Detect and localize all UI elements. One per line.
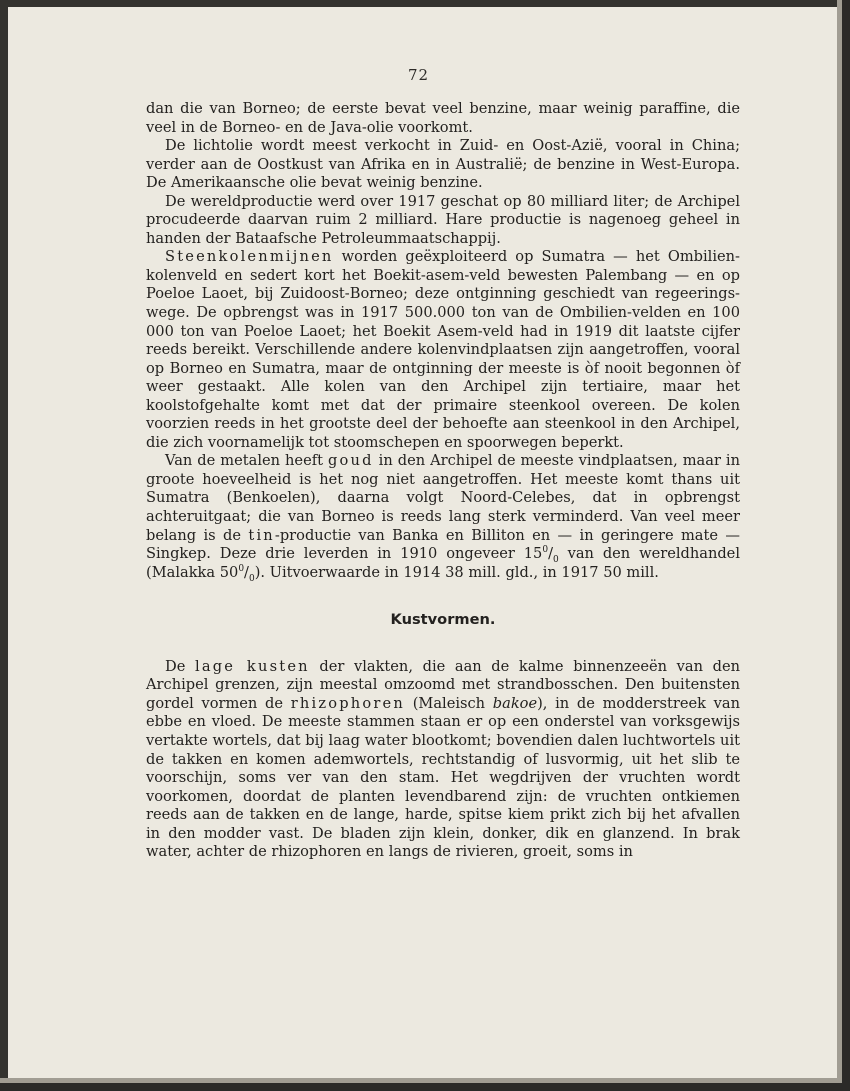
- paragraph-6: De lage kusten der vlakten, die aan de kalme binnenzeeën van den Archipel grenzen, zijn meestal omzoomd met strandbosschen. Den buitensten gordel vormen de rhizophoren (Maleisch bakoe), in de modderstreek van ebbe en vloed. De meeste stammen staan er op een onderstel van vorksgewijs vertakte wortels, dat bij laag water blootkomt; bovendien dalen luchtwortels uit de takken en komen ademwortels, rechtstandig of lusvormig, uit het slib te voorschijn, soms ver van den stam. Het wegdrijven der vruchten wordt voorkomen, doordat de planten levendbarend zijn: de vruchten ontkiemen reeds aan de takken en de lange, harde, spitse kiem prikt zich bij het afvallen in den modder vast. De bladen zijn klein, donker, dik en glanzend. In brak water, achter de rhizophoren en langs de rivieren, groeit, soms in: [146, 657, 741, 861]
- percent-slash: /: [244, 563, 249, 581]
- term-bakoe: bakoe: [492, 694, 538, 712]
- paragraph-5: Van de metalen heeft goud in den Archipel de meeste vindplaatsen, maar in groote hoeveelheid is het nog niet aangetroffen. Het meeste komt thans uit Sumatra (Benkoelen), daarna volgt Noord-Celebes, dat in opbrengst achteruitgaat; die van Borneo is reeds lang sterk verminderd. Van veel meer belang is de tin-productie van Banka en Billiton en — in geringere mate — Singkep. Deze drie leverden in 1910 ongeveer $15^0/_0$ van den wereldhandel (Malakka $50^0/_0$). Uitvoerwaarde in 1914 38 mill. gld., in 1917 50 mill.: [146, 452, 740, 584]
- term-steenkolenmijnen: Steenkolenmijnen: [165, 248, 334, 266]
- page-number: 72: [407, 66, 430, 84]
- term-rhizophoren: rhizophoren: [290, 694, 405, 712]
- percent-slash: /: [548, 545, 553, 563]
- percent-sup: 0: [542, 545, 549, 556]
- section-heading: Kustvormen.: [390, 611, 496, 629]
- page-shadow-left: [0, 0, 8, 1078]
- percent-sup: 0: [238, 563, 245, 574]
- page-shadow-top: [0, 0, 837, 7]
- paragraph-1: dan die van Borneo; de eerste bevat veel benzine, maar weinig paraffine, die veel in de Borneo- en de Java-olie voorkomt.: [146, 100, 740, 136]
- percent-sub: 0: [552, 555, 559, 566]
- body-text: [146, 100, 740, 862]
- term-lage-kusten: lage kusten: [194, 657, 310, 675]
- term-tin: tin: [248, 526, 275, 544]
- paragraph-3: De wereldproductie werd over 1917 geschat op 80 milliard liter; de Archipel procudeerde daarvan ruim 2 milliard. Hare productie is nagenoeg geheel in handen der Bataafsche Petroleummaatschappij.: [146, 192, 740, 247]
- paragraph-2: De lichtolie wordt meest verkocht in Zuid- en Oost-Azië, vooral in China; verder aan de Oostkust van Afrika en in Australië; de benzine in West-Europa. De Amerikaansche olie bevat weinig benzine.: [146, 137, 740, 192]
- percent-sub: 0: [248, 573, 255, 584]
- paragraph-4: Steenkolenmijnen worden geëxploiteerd op Sumatra — het Ombilien-kolenveld en sedert kort het Boekit-asem-veld bewesten Palembang — en op Poeloe Laoet, bij Zuidoost-Borneo; deze ontginning geschiedt van regeerings-wege. De opbrengst was in 1917 500.000 ton van de Ombilien-velden en 100 000 ton van Poeloe Laoet; het Boekit Asem-veld had in 1919 dit laatste cijfer reeds bereikt. Verschillende andere kolenvindplaatsen zijn aangetroffen, vooral op Borneo en Sumatra, maar de ontginning der meeste is òf nooit begonnen òf weer gestaakt. Alle kolen van den Archipel zijn tertiaire, maar het koolstofgehalte komt met dat der primaire steenkool overeen. De kolen voorzien reeds in het grootste deel der behoefte aan steenkool in den Archipel, die zich voornamelijk tot stoomschepen en spoorwegen beperkt.: [146, 248, 740, 451]
- term-goud: goud: [327, 452, 374, 470]
